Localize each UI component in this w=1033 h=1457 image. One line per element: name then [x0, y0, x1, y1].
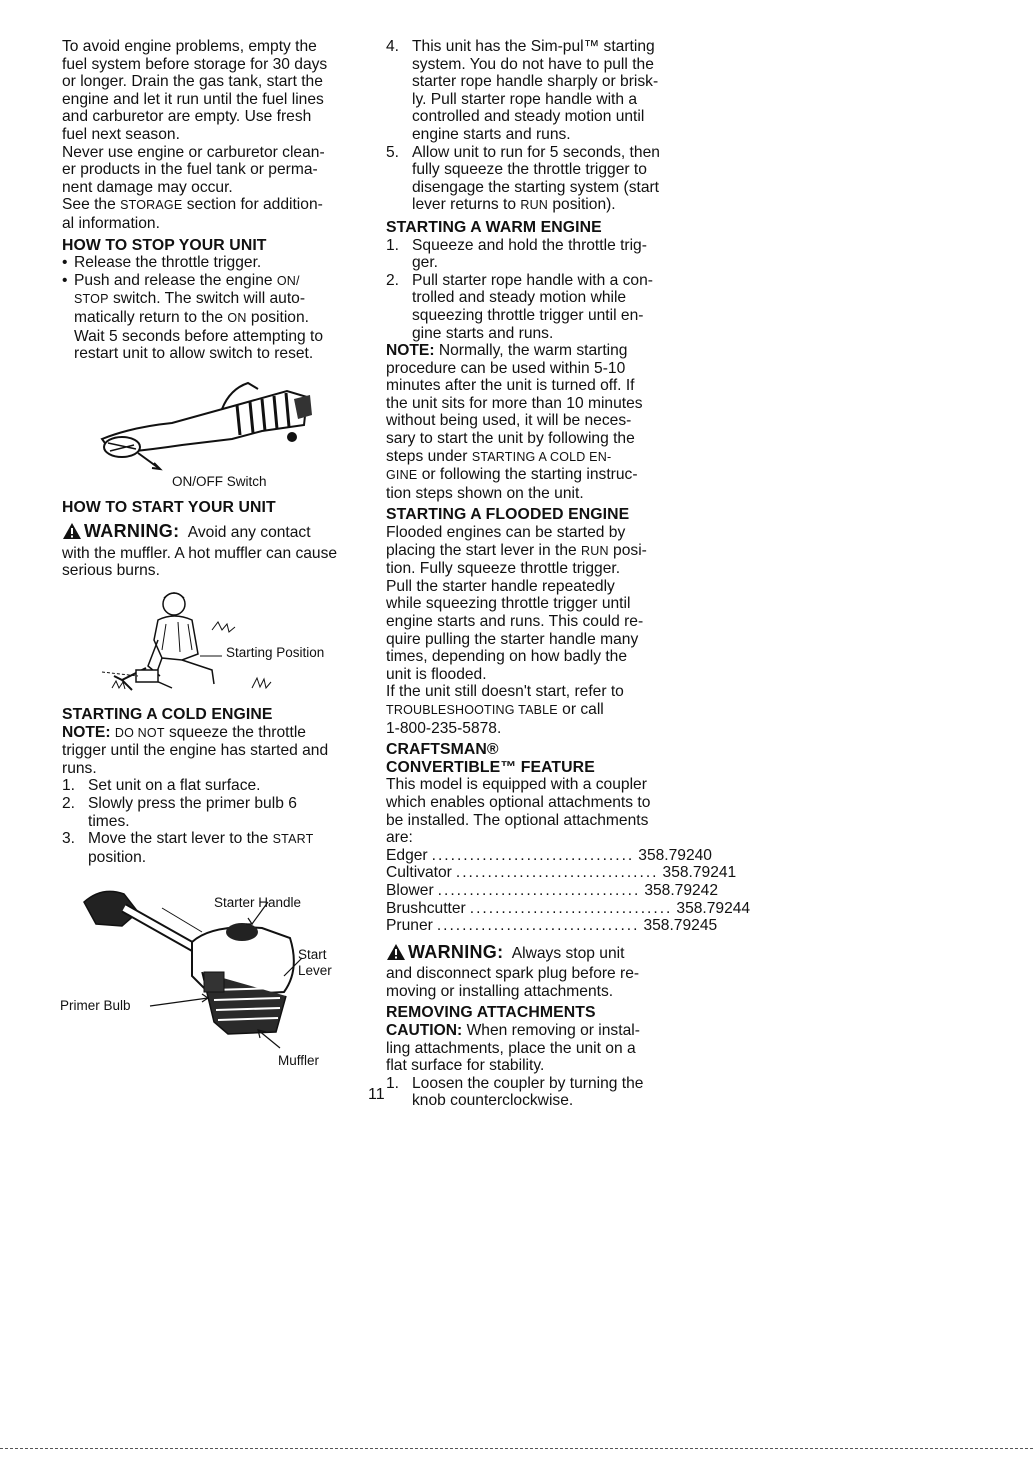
- engine-parts-figure: [62, 872, 362, 1072]
- note-label-warm: NOTE:: [386, 342, 435, 360]
- left-column: [62, 38, 362, 1072]
- cold-step-2: 2. Slowly press the primer bulb 6 times.: [62, 795, 297, 830]
- cold-step-5: 5. Allow unit to run for 5 seconds, then fully squeeze the throttle trigger to disengage the starting system (start lever returns to RUN position).: [386, 143, 660, 214]
- attachment-row: Blower ................................ 358.79242: [386, 881, 719, 899]
- attachment-row: Brushcutter ................................ 358.79244: [386, 899, 751, 917]
- warning-label: WARNING:: [84, 521, 180, 542]
- muffler-warning: WARNING: Avoid any contact with the muffler. A hot muffler can cause serious burns.: [62, 521, 338, 580]
- attachment-row: Pruner ................................ 358.79245: [386, 917, 718, 935]
- cold-step-4: 4. This unit has the Sim-pul™ starting system. You do not have to pull the starter rope handle sharply or brisk- ly. Pull starter rope handle with a controlled and steady motion until engine starts and runs.: [386, 38, 659, 143]
- cold-step-3: 3. Move the start lever to the START position.: [62, 830, 314, 866]
- cold-engine-heading: STARTING A COLD ENGINE: [62, 706, 273, 724]
- warm-step-2: 2. Pull starter rope handle with a con- trolled and steady motion while squeezing throttle trigger until en- gine starts and runs.: [386, 271, 653, 342]
- cold-step-1: 1. Set unit on a flat surface.: [62, 777, 261, 795]
- craftsman-heading: CRAFTSMAN®: [386, 741, 499, 759]
- start-unit-heading: HOW TO START YOUR UNIT: [62, 498, 276, 516]
- warning-label: WARNING:: [408, 941, 504, 962]
- warning-triangle-icon: [386, 943, 406, 966]
- starting-position-caption: Starting Position: [226, 645, 325, 661]
- note-label: NOTE:: [62, 723, 111, 741]
- storage-intro: To avoid engine problems, empty the fuel system before storage for 30 days or longer. Drain the gas tank, start the engine and let it run until the fuel lines and carburetor are empty. Use fresh fuel next season. Never use engine or carburetor clean- er products in the fuel tank or perma- nent damage may occur. See the STORAGE section for addition- al information.: [62, 38, 362, 233]
- start-lever-callout-1: Start: [298, 947, 327, 963]
- phone-number: 1-800-235-5878.: [386, 719, 502, 737]
- on-off-switch-caption: ON/OFF Switch: [172, 473, 267, 489]
- starter-handle-callout: Starter Handle: [214, 895, 302, 911]
- start-lever-callout-2: Lever: [298, 963, 332, 979]
- convertible-text: This model is equipped with a coupler which enables optional attachments to be installed. The optional attachments are:: [386, 776, 651, 847]
- warm-engine-note: NOTE: Normally, the warm starting procedure can be used within 5-10 minutes after the unit is turned off. If the unit sits for more than 10 minutes without being used, it will be neces- sary to start the unit by following the steps under STARTING A COLD EN- GINE or following the starting instruc- tion steps shown on the unit.: [386, 342, 643, 502]
- stop-bullet-1: • Release the throttle trigger.: [62, 254, 362, 272]
- operator-crouching-illustration: [62, 584, 362, 702]
- primer-bulb-callout: Primer Bulb: [60, 998, 131, 1014]
- removing-attachments-heading: REMOVING ATTACHMENTS: [386, 1004, 596, 1022]
- warm-engine-heading: STARTING A WARM ENGINE: [386, 218, 602, 236]
- attachments-list: [386, 846, 751, 935]
- attachment-row: Cultivator ................................ 358.79241: [386, 864, 737, 882]
- caution-text: CAUTION: When removing or instal- ling attachments, place the unit on a flat surface for stability.: [386, 1022, 640, 1075]
- caution-label: CAUTION:: [386, 1022, 463, 1040]
- flooded-engine-heading: STARTING A FLOODED ENGINE: [386, 506, 630, 524]
- stop-bullet-2: • Push and release the engine ON/ STOP switch. The switch will auto- matically return to the ON position. Wait 5 seconds before attempting to restart unit to allow switch to reset.: [62, 272, 362, 363]
- attachment-row: Edger ................................ 358.79240: [386, 846, 712, 864]
- starting-position-figure: [62, 584, 362, 702]
- convertible-feature-heading: CONVERTIBLE™ FEATURE: [386, 758, 595, 776]
- attachment-warning: WARNING: Always stop unit and disconnect spark plug before re- moving or installing attachments.: [386, 941, 640, 1000]
- flooded-engine-text: Flooded engines can be started by placing the start lever in the RUN posi- tion. Fully squeeze throttle trigger. Pull the starter handle repeatedly while squeezing throttle trigger until engine starts and runs. This could re- quire pulling the starter handle many times, depending on how badly the unit is flooded. If the unit still doesn't start, refer to TROUBLESHOOTING TABLE or call 1-800-235-5878.: [386, 524, 676, 737]
- trimmer-handle-illustration: [62, 369, 362, 469]
- right-column: [386, 38, 751, 1110]
- cold-engine-note: NOTE: DO NOT squeeze the throttle trigger until the engine has started and runs.: [62, 723, 329, 777]
- page-number: 11: [368, 1086, 385, 1103]
- storage-reference: See the STORAGE section for addition-: [62, 196, 323, 214]
- remove-step-1: 1. Loosen the coupler by turning the knob counterclockwise.: [386, 1074, 644, 1110]
- page-bottom-rule: [0, 1448, 1033, 1449]
- stop-unit-heading: HOW TO STOP YOUR UNIT: [62, 236, 267, 254]
- muffler-callout: Muffler: [278, 1053, 320, 1069]
- warm-step-1: 1. Squeeze and hold the throttle trig- ger.: [386, 236, 647, 272]
- on-off-switch-figure: [62, 369, 362, 489]
- warning-triangle-icon: [62, 522, 82, 545]
